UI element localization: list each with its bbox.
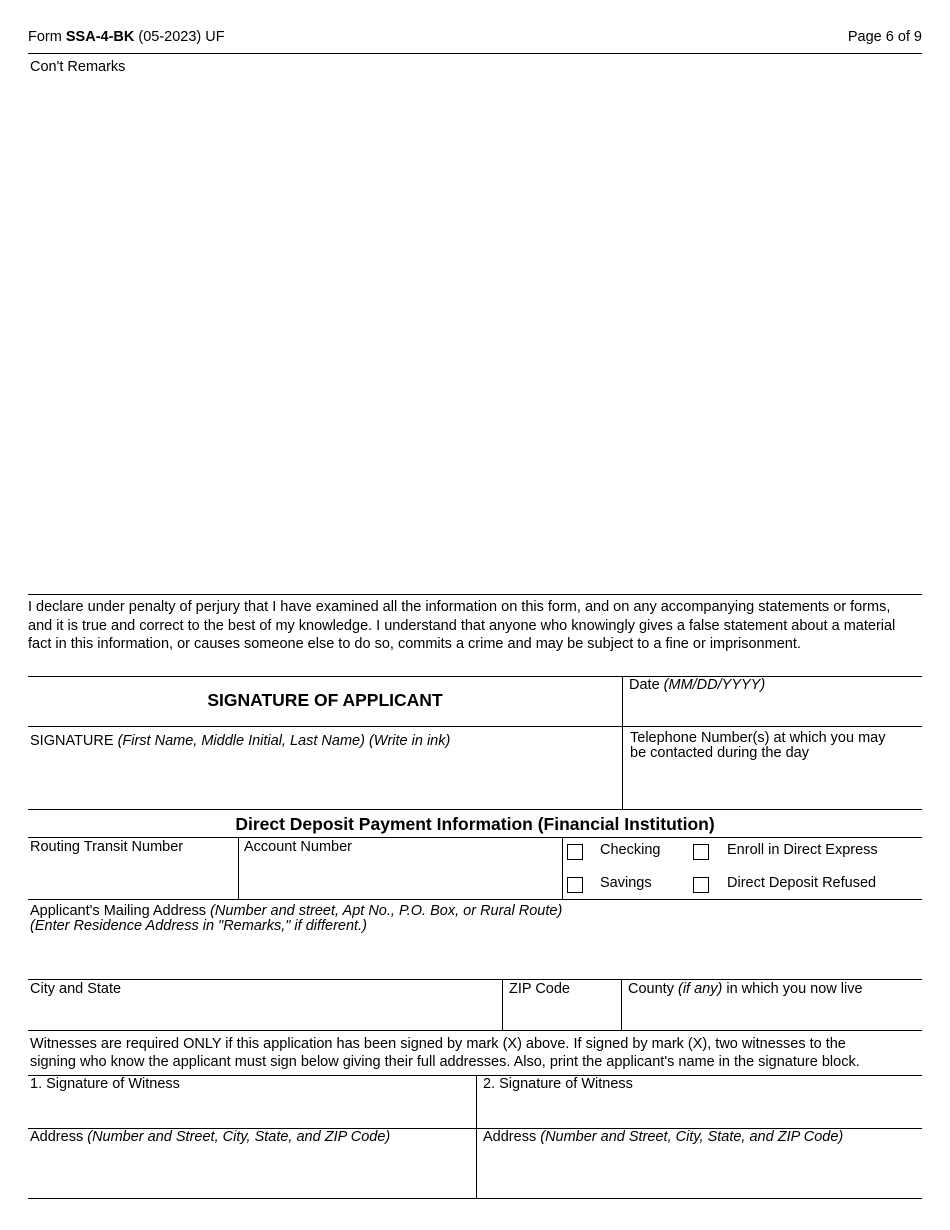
- account-number-field[interactable]: [242, 858, 560, 897]
- checking-label: Checking: [600, 842, 661, 858]
- account-label: Account Number: [244, 839, 352, 855]
- city-zip-divider: [502, 979, 503, 1030]
- remarks-label: Con't Remarks: [30, 59, 126, 75]
- witness2-address-hint: (Number and Street, City, State, and ZIP Code): [540, 1129, 844, 1145]
- witness2-signature-field[interactable]: [480, 1094, 918, 1126]
- witness1-address-label-text: Address: [30, 1129, 84, 1145]
- form-id: [28, 29, 225, 45]
- form-prefix: Form: [28, 29, 62, 45]
- direct-deposit-title-divider: [28, 837, 922, 838]
- witness2-address-field[interactable]: [480, 1148, 918, 1196]
- county-field[interactable]: [625, 1000, 918, 1028]
- signature-label-text: SIGNATURE: [30, 733, 114, 749]
- mailing-address-hint: (Number and street, Apt No., P.O. Box, or Rural Route): [210, 903, 563, 919]
- direct-deposit-refused-checkbox[interactable]: [693, 877, 709, 893]
- savings-checkbox[interactable]: [567, 877, 583, 893]
- residence-address-hint: (Enter Residence Address in "Remarks," if different.): [30, 918, 367, 934]
- witness-column-divider: [476, 1075, 477, 1198]
- county-label-text: County: [628, 981, 674, 997]
- zip-county-divider: [621, 979, 622, 1030]
- city-state-label: City and State: [30, 981, 122, 997]
- header-divider: [28, 53, 922, 54]
- zip-label: ZIP Code: [509, 981, 570, 997]
- signature-column-divider: [622, 676, 623, 810]
- mailing-address-field[interactable]: [28, 936, 918, 976]
- direct-express-checkbox[interactable]: [693, 844, 709, 860]
- signature-title: SIGNATURE OF APPLICANT: [207, 690, 443, 710]
- remarks-field[interactable]: [28, 78, 922, 592]
- city-row-divider: [28, 1030, 922, 1031]
- witness1-signature-field[interactable]: [28, 1094, 474, 1126]
- witness1-address-label: [30, 1129, 390, 1145]
- zip-field[interactable]: [506, 1000, 619, 1028]
- savings-label: Savings: [600, 875, 652, 891]
- account-options-divider: [562, 837, 563, 899]
- witness-note-line2: signing who know the applicant must sign below giving their full addresses. Also, print the applicant's name in the signature block.: [30, 1054, 860, 1070]
- direct-deposit-refused-label: Direct Deposit Refused: [727, 875, 877, 891]
- routing-label: Routing Transit Number: [30, 839, 184, 855]
- direct-deposit-bottom-divider: [28, 899, 922, 900]
- date-format-hint: (MM/DD/YYYY): [663, 677, 766, 693]
- telephone-field[interactable]: [626, 765, 918, 807]
- mailing-address-label-text: Applicant's Mailing Address: [30, 903, 207, 919]
- direct-deposit-title: Direct Deposit Payment Information (Financial Institution): [235, 814, 715, 834]
- mailing-address-label: [30, 904, 562, 934]
- page-number: Page 6 of 9: [847, 29, 922, 45]
- witness1-signature-label: 1. Signature of Witness: [30, 1076, 180, 1092]
- mailing-address-divider: [28, 979, 922, 980]
- signature-hint: (First Name, Middle Initial, Last Name) (Write in ink): [117, 733, 451, 749]
- date-field[interactable]: [626, 695, 918, 723]
- signature-title-divider: [28, 726, 622, 727]
- signature-label: [30, 733, 450, 749]
- witness-note: [30, 1035, 860, 1071]
- county-suffix: in which you now live: [726, 981, 863, 997]
- county-label: [628, 981, 863, 997]
- form-page: [28, 0, 922, 1230]
- perjury-declaration: I declare under penalty of perjury that I have examined all the information on this form, and on any accompanying statements or forms, and it is true and correct to the best of my knowledge. I understand that anyone who knowingly gives a false statement about a material fact in this information, or causes someone else to do so, commits a crime and may be subject to a fine or imprisonment.: [28, 599, 896, 653]
- witness1-address-hint: (Number and Street, City, State, and ZIP Code): [87, 1129, 391, 1145]
- date-divider: [622, 726, 922, 727]
- form-bottom-line: [28, 1198, 922, 1199]
- date-label-text: Date: [629, 677, 660, 693]
- checking-checkbox[interactable]: [567, 844, 583, 860]
- telephone-label-line1: Telephone Number(s) at which you may: [630, 730, 886, 746]
- telephone-label: [630, 731, 885, 761]
- signature-bottom-divider: [28, 809, 922, 810]
- witness-note-line1: Witnesses are required ONLY if this application has been signed by mark (X) above. If signed by mark (X), two witnesses to the: [30, 1036, 846, 1052]
- declaration-divider: [28, 676, 922, 677]
- direct-express-label: Enroll in Direct Express: [727, 842, 878, 858]
- city-state-field[interactable]: [28, 1000, 500, 1028]
- county-hint: (if any): [677, 981, 723, 997]
- witness2-signature-label: 2. Signature of Witness: [483, 1076, 633, 1092]
- witness2-address-label-text: Address: [483, 1129, 537, 1145]
- witness1-address-field[interactable]: [28, 1148, 474, 1196]
- form-number: SSA-4-BK: [65, 29, 135, 45]
- signature-field[interactable]: [28, 752, 620, 808]
- remarks-divider: [28, 594, 922, 595]
- telephone-label-line2: be contacted during the day: [630, 745, 809, 761]
- date-label: [629, 677, 765, 693]
- routing-number-field[interactable]: [28, 858, 236, 897]
- witness2-address-label: [483, 1129, 843, 1145]
- routing-account-divider: [238, 837, 239, 899]
- form-version: (05-2023) UF: [138, 29, 225, 45]
